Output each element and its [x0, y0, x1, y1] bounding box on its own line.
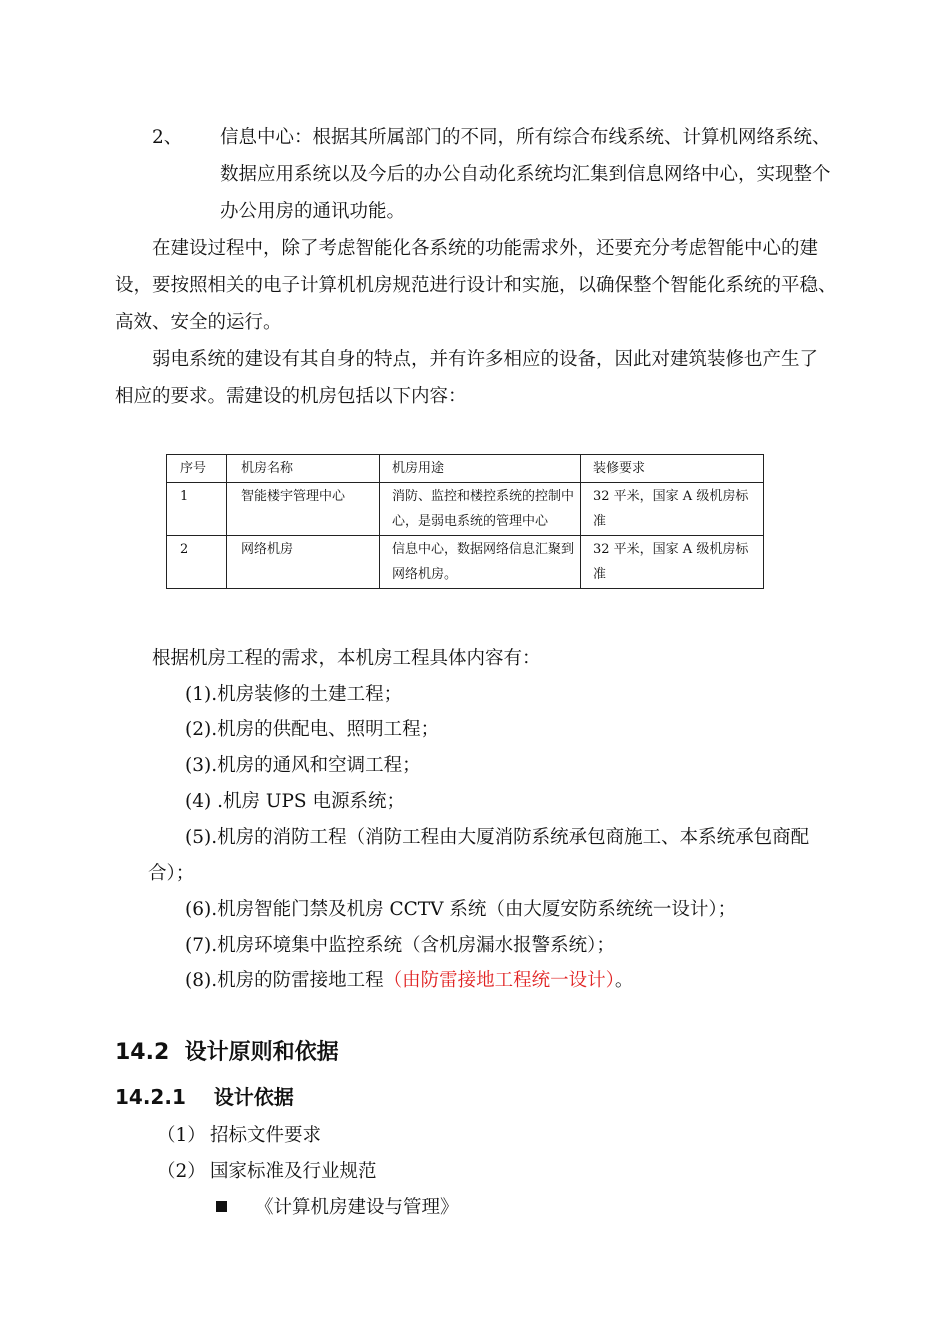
table-header-row — [167, 455, 764, 483]
item-line: 信息中心：根据其所属部门的不同，所有综合布线系统、计算机网络系统、 — [220, 127, 831, 148]
table-row — [167, 483, 764, 536]
scope-item-note: （由防雷接地工程统一设计） — [383, 970, 615, 991]
list-item: 国家标准及行业规范 — [210, 1161, 377, 1182]
scope-item: (5).机房的消防工程（消防工程由大厦消防系统承包商施工、本系统承包商配 — [185, 827, 810, 848]
cell-text: 信息中心，数据网络信息汇聚到网络机房。 — [392, 542, 575, 582]
scope-item: (6).机房智能门禁及机房 CCTV 系统（由大厦安防系统统一设计）； — [185, 899, 737, 920]
scope-item — [185, 969, 633, 993]
paragraph-line: 设，要按照相关的电子计算机机房规范进行设计和实施，以确保整个智能化系统的平稳、 — [115, 275, 837, 296]
subsection-title: 设计依据 — [213, 1085, 294, 1109]
paragraph-line: 高效、安全的运行。 — [115, 312, 282, 333]
scope-item: (4) .机房 UPS 电源系统； — [185, 791, 405, 812]
section-title: 设计原则和依据 — [184, 1040, 339, 1065]
paragraph-line: 在建设过程中，除了考虑智能化各系统的功能需求外，还要充分考虑智能中心的建 — [152, 238, 819, 259]
item-line: 数据应用系统以及今后的办公自动化系统均汇集到信息网络中心，实现整个 — [220, 164, 831, 185]
scope-item: (3).机房的通风和空调工程； — [185, 755, 421, 776]
scope-item-continued: 合）； — [148, 863, 195, 884]
rooms-table — [166, 454, 764, 589]
scope-item: (7).机房环境集中监控系统（含机房漏水报警系统）； — [185, 935, 615, 956]
list-number: 2、 — [152, 127, 183, 148]
scope-item: (1).机房装修的土建工程； — [185, 684, 403, 705]
section-heading — [115, 1036, 339, 1070]
table-cell — [380, 536, 581, 589]
table-cell: 2 — [167, 536, 227, 589]
table-header-cell: 装修要求 — [581, 455, 764, 483]
cell-text: 32 平米，国家 A 级机房标准 — [593, 542, 749, 582]
section-number: 14.2 — [115, 1040, 170, 1065]
scope-intro: 根据机房工程的需求，本机房工程具体内容有： — [152, 648, 541, 669]
paragraph-line: 弱电系统的建设有其自身的特点，并有许多相应的设备，因此对建筑装修也产生了 — [152, 349, 819, 370]
scope-item-text: (8).机房的防雷接地工程 — [185, 970, 384, 991]
bullet-item: 《计算机房建设与管理》 — [255, 1197, 459, 1218]
table-cell: 1 — [167, 483, 227, 536]
table-cell: 网络机房 — [227, 536, 380, 589]
item-line: 办公用房的通讯功能。 — [220, 201, 406, 222]
table-cell — [581, 483, 764, 536]
table-cell: 智能楼宇管理中心 — [227, 483, 380, 536]
table-header-cell: 序号 — [167, 455, 227, 483]
table-cell — [380, 483, 581, 536]
list-marker: （1） — [157, 1125, 206, 1146]
table-row — [167, 536, 764, 589]
cell-text: 32 平米，国家 A 级机房标准 — [593, 489, 749, 529]
paragraph-line: 相应的要求。需建设的机房包括以下内容： — [115, 386, 467, 407]
cell-text: 消防、监控和楼控系统的控制中心，是弱电系统的管理中心 — [392, 489, 575, 529]
table-header-cell: 机房名称 — [227, 455, 380, 483]
subsection-heading — [115, 1081, 294, 1113]
list-item: 招标文件要求 — [210, 1125, 322, 1146]
square-bullet-icon — [216, 1201, 227, 1212]
list-marker: （2） — [157, 1161, 206, 1182]
table-cell — [581, 536, 764, 589]
subsection-number: 14.2.1 — [115, 1085, 186, 1109]
scope-item: (2).机房的供配电、照明工程； — [185, 719, 440, 740]
table-header-cell: 机房用途 — [380, 455, 581, 483]
scope-item-end: 。 — [614, 970, 634, 991]
